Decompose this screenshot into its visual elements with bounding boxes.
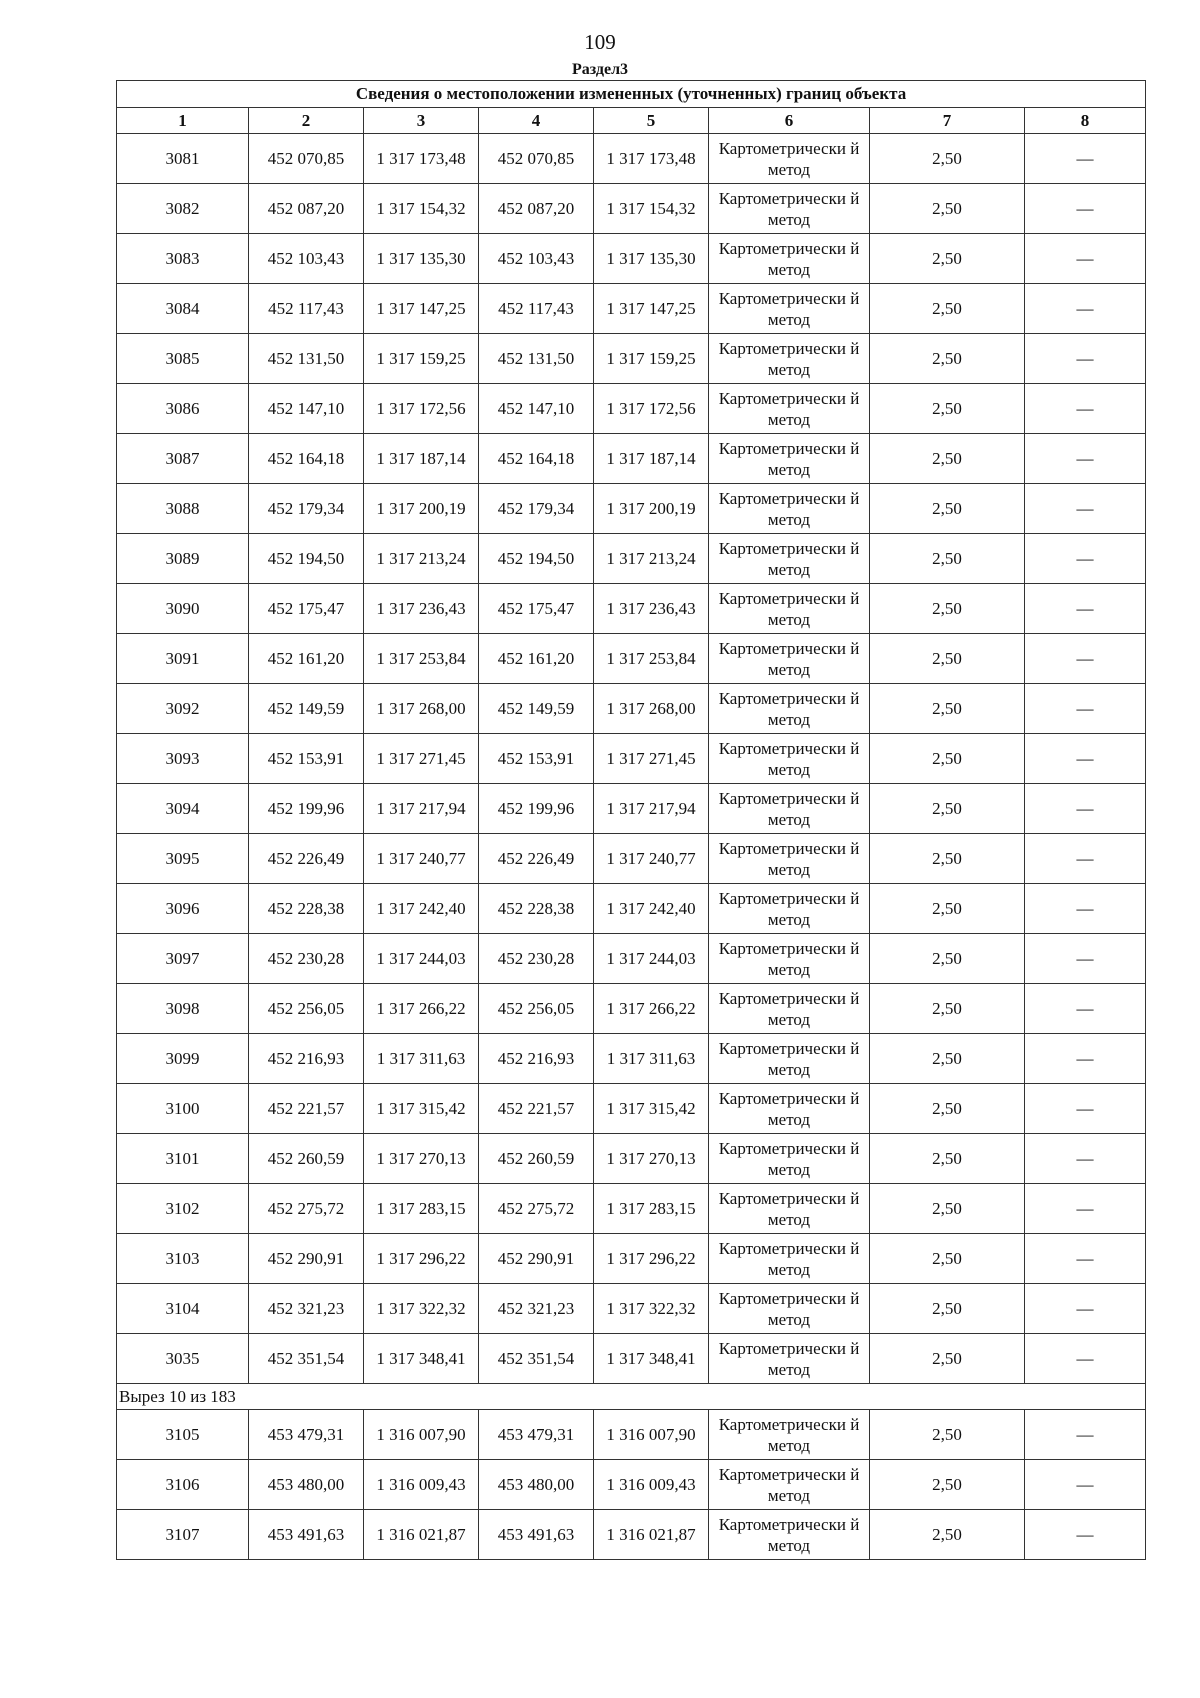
x-existing-cell: 452 179,34 (249, 484, 364, 534)
description-cell: — (1025, 434, 1146, 484)
precision-cell: 2,50 (870, 484, 1025, 534)
method-cell: Картометрически й метод (709, 1510, 870, 1560)
x-existing-cell: 452 131,50 (249, 334, 364, 384)
y-new-cell: 1 317 348,41 (594, 1334, 709, 1384)
point-number-cell: 3095 (117, 834, 249, 884)
x-existing-cell: 452 230,28 (249, 934, 364, 984)
y-new-cell: 1 317 173,48 (594, 134, 709, 184)
precision-cell: 2,50 (870, 1334, 1025, 1384)
x-existing-cell: 452 228,38 (249, 884, 364, 934)
table-row (117, 784, 1146, 834)
y-new-cell: 1 317 311,63 (594, 1034, 709, 1084)
table-row (117, 834, 1146, 884)
x-new-cell: 452 153,91 (479, 734, 594, 784)
description-cell: — (1025, 634, 1146, 684)
table-row (117, 434, 1146, 484)
point-number-cell: 3035 (117, 1334, 249, 1384)
x-new-cell: 452 260,59 (479, 1134, 594, 1184)
table-row (117, 1184, 1146, 1234)
x-existing-cell: 453 480,00 (249, 1460, 364, 1510)
table-row (117, 584, 1146, 634)
x-existing-cell: 452 216,93 (249, 1034, 364, 1084)
y-new-cell: 1 316 007,90 (594, 1410, 709, 1460)
description-cell: — (1025, 1084, 1146, 1134)
x-new-cell: 452 164,18 (479, 434, 594, 484)
precision-cell: 2,50 (870, 1234, 1025, 1284)
x-new-cell: 452 221,57 (479, 1084, 594, 1134)
precision-cell: 2,50 (870, 1460, 1025, 1510)
point-number-cell: 3107 (117, 1510, 249, 1560)
point-number-cell: 3086 (117, 384, 249, 434)
x-new-cell: 452 199,96 (479, 784, 594, 834)
table-body (117, 134, 1146, 1560)
description-cell: — (1025, 834, 1146, 884)
y-new-cell: 1 317 244,03 (594, 934, 709, 984)
precision-cell: 2,50 (870, 634, 1025, 684)
precision-cell: 2,50 (870, 534, 1025, 584)
y-existing-cell: 1 317 236,43 (364, 584, 479, 634)
method-cell: Картометрически й метод (709, 334, 870, 384)
column-number: 4 (479, 108, 594, 134)
x-new-cell: 452 175,47 (479, 584, 594, 634)
x-new-cell: 452 087,20 (479, 184, 594, 234)
y-existing-cell: 1 316 009,43 (364, 1460, 479, 1510)
table-row (117, 1034, 1146, 1084)
x-existing-cell: 452 275,72 (249, 1184, 364, 1234)
table-row (117, 534, 1146, 584)
column-number: 3 (364, 108, 479, 134)
description-cell: — (1025, 534, 1146, 584)
method-cell: Картометрически й метод (709, 1034, 870, 1084)
description-cell: — (1025, 1034, 1146, 1084)
point-number-cell: 3098 (117, 984, 249, 1034)
description-cell: — (1025, 734, 1146, 784)
y-existing-cell: 1 317 187,14 (364, 434, 479, 484)
y-new-cell: 1 317 315,42 (594, 1084, 709, 1134)
x-new-cell: 452 117,43 (479, 284, 594, 334)
description-cell: — (1025, 384, 1146, 434)
x-existing-cell: 452 087,20 (249, 184, 364, 234)
description-cell: — (1025, 1234, 1146, 1284)
y-new-cell: 1 317 322,32 (594, 1284, 709, 1334)
x-new-cell: 452 351,54 (479, 1334, 594, 1384)
description-cell: — (1025, 784, 1146, 834)
y-existing-cell: 1 317 270,13 (364, 1134, 479, 1184)
y-existing-cell: 1 317 253,84 (364, 634, 479, 684)
y-existing-cell: 1 317 154,32 (364, 184, 479, 234)
x-new-cell: 452 321,23 (479, 1284, 594, 1334)
table-row (117, 484, 1146, 534)
point-number-cell: 3094 (117, 784, 249, 834)
x-existing-cell: 452 164,18 (249, 434, 364, 484)
x-existing-cell: 452 290,91 (249, 1234, 364, 1284)
table-row (117, 984, 1146, 1034)
method-cell: Картометрически й метод (709, 234, 870, 284)
precision-cell: 2,50 (870, 884, 1025, 934)
description-cell: — (1025, 284, 1146, 334)
x-existing-cell: 452 321,23 (249, 1284, 364, 1334)
point-number-cell: 3099 (117, 1034, 249, 1084)
point-number-cell: 3091 (117, 634, 249, 684)
method-cell: Картометрически й метод (709, 534, 870, 584)
description-cell: — (1025, 984, 1146, 1034)
column-number: 6 (709, 108, 870, 134)
y-existing-cell: 1 317 296,22 (364, 1234, 479, 1284)
point-number-cell: 3102 (117, 1184, 249, 1234)
y-existing-cell: 1 317 322,32 (364, 1284, 479, 1334)
table-row (117, 1510, 1146, 1560)
table-row (117, 934, 1146, 984)
y-existing-cell: 1 317 271,45 (364, 734, 479, 784)
precision-cell: 2,50 (870, 1510, 1025, 1560)
method-cell: Картометрически й метод (709, 834, 870, 884)
method-cell: Картометрически й метод (709, 734, 870, 784)
y-existing-cell: 1 317 159,25 (364, 334, 479, 384)
y-new-cell: 1 317 240,77 (594, 834, 709, 884)
table-row (117, 1284, 1146, 1334)
x-new-cell: 452 230,28 (479, 934, 594, 984)
point-number-cell: 3106 (117, 1460, 249, 1510)
y-existing-cell: 1 317 173,48 (364, 134, 479, 184)
coordinates-table (116, 80, 1146, 1560)
precision-cell: 2,50 (870, 434, 1025, 484)
method-cell: Картометрически й метод (709, 884, 870, 934)
description-cell: — (1025, 1334, 1146, 1384)
table-row (117, 1134, 1146, 1184)
method-cell: Картометрически й метод (709, 184, 870, 234)
x-new-cell: 452 290,91 (479, 1234, 594, 1284)
x-existing-cell: 452 161,20 (249, 634, 364, 684)
x-existing-cell: 452 256,05 (249, 984, 364, 1034)
point-number-cell: 3085 (117, 334, 249, 384)
precision-cell: 2,50 (870, 234, 1025, 284)
table-row (117, 634, 1146, 684)
x-new-cell: 452 149,59 (479, 684, 594, 734)
y-existing-cell: 1 317 266,22 (364, 984, 479, 1034)
x-existing-cell: 452 226,49 (249, 834, 364, 884)
y-existing-cell: 1 317 240,77 (364, 834, 479, 884)
y-new-cell: 1 317 266,22 (594, 984, 709, 1034)
precision-cell: 2,50 (870, 1410, 1025, 1460)
y-existing-cell: 1 317 147,25 (364, 284, 479, 334)
method-cell: Картометрически й метод (709, 1134, 870, 1184)
y-new-cell: 1 317 268,00 (594, 684, 709, 734)
x-new-cell: 452 216,93 (479, 1034, 594, 1084)
description-cell: — (1025, 934, 1146, 984)
point-number-cell: 3092 (117, 684, 249, 734)
method-cell: Картометрически й метод (709, 284, 870, 334)
method-cell: Картометрически й метод (709, 784, 870, 834)
table-row (117, 1410, 1146, 1460)
description-cell: — (1025, 484, 1146, 534)
precision-cell: 2,50 (870, 1184, 1025, 1234)
y-new-cell: 1 317 242,40 (594, 884, 709, 934)
column-number: 8 (1025, 108, 1146, 134)
point-number-cell: 3101 (117, 1134, 249, 1184)
x-existing-cell: 452 199,96 (249, 784, 364, 834)
method-cell: Картометрически й метод (709, 1460, 870, 1510)
method-cell: Картометрически й метод (709, 584, 870, 634)
table-row (117, 184, 1146, 234)
table-row (117, 1084, 1146, 1134)
x-existing-cell: 452 221,57 (249, 1084, 364, 1134)
table-caption-row (117, 81, 1146, 108)
x-existing-cell: 452 260,59 (249, 1134, 364, 1184)
method-cell: Картометрически й метод (709, 1234, 870, 1284)
table-row (117, 1460, 1146, 1510)
method-cell: Картометрически й метод (709, 1334, 870, 1384)
point-number-cell: 3089 (117, 534, 249, 584)
y-new-cell: 1 316 009,43 (594, 1460, 709, 1510)
x-existing-cell: 453 479,31 (249, 1410, 364, 1460)
precision-cell: 2,50 (870, 1284, 1025, 1334)
y-new-cell: 1 317 213,24 (594, 534, 709, 584)
column-number: 2 (249, 108, 364, 134)
description-cell: — (1025, 334, 1146, 384)
method-cell: Картометрически й метод (709, 1184, 870, 1234)
x-existing-cell: 452 194,50 (249, 534, 364, 584)
y-existing-cell: 1 317 242,40 (364, 884, 479, 934)
method-cell: Картометрически й метод (709, 934, 870, 984)
y-new-cell: 1 317 283,15 (594, 1184, 709, 1234)
x-existing-cell: 452 149,59 (249, 684, 364, 734)
column-number: 7 (870, 108, 1025, 134)
point-number-cell: 3093 (117, 734, 249, 784)
precision-cell: 2,50 (870, 584, 1025, 634)
table-caption: Сведения о местоположении измененных (уточненных) границ объекта (117, 81, 1146, 108)
y-new-cell: 1 316 021,87 (594, 1510, 709, 1560)
method-cell: Картометрически й метод (709, 984, 870, 1034)
description-cell: — (1025, 1134, 1146, 1184)
precision-cell: 2,50 (870, 784, 1025, 834)
point-number-cell: 3104 (117, 1284, 249, 1334)
point-number-cell: 3090 (117, 584, 249, 634)
y-existing-cell: 1 317 244,03 (364, 934, 479, 984)
y-new-cell: 1 317 200,19 (594, 484, 709, 534)
y-existing-cell: 1 317 217,94 (364, 784, 479, 834)
description-cell: — (1025, 1184, 1146, 1234)
description-cell: — (1025, 134, 1146, 184)
table-row (117, 684, 1146, 734)
method-cell: Картометрически й метод (709, 384, 870, 434)
x-new-cell: 452 256,05 (479, 984, 594, 1034)
precision-cell: 2,50 (870, 284, 1025, 334)
table-row (117, 284, 1146, 334)
precision-cell: 2,50 (870, 334, 1025, 384)
precision-cell: 2,50 (870, 1034, 1025, 1084)
y-new-cell: 1 317 147,25 (594, 284, 709, 334)
x-new-cell: 452 161,20 (479, 634, 594, 684)
x-existing-cell: 453 491,63 (249, 1510, 364, 1560)
section-title: Раздел3 (571, 61, 629, 78)
y-existing-cell: 1 316 021,87 (364, 1510, 479, 1560)
table-row (117, 234, 1146, 284)
x-existing-cell: 452 070,85 (249, 134, 364, 184)
x-new-cell: 452 194,50 (479, 534, 594, 584)
x-new-cell: 452 131,50 (479, 334, 594, 384)
contour-label-row (117, 1384, 1146, 1410)
x-new-cell: 453 479,31 (479, 1410, 594, 1460)
point-number-cell: 3087 (117, 434, 249, 484)
table-row (117, 384, 1146, 434)
precision-cell: 2,50 (870, 184, 1025, 234)
description-cell: — (1025, 584, 1146, 634)
method-cell: Картометрически й метод (709, 434, 870, 484)
point-number-cell: 3081 (117, 134, 249, 184)
contour-label: Вырез 10 из 183 (117, 1384, 1146, 1410)
x-existing-cell: 452 103,43 (249, 234, 364, 284)
table-row (117, 734, 1146, 784)
x-new-cell: 452 179,34 (479, 484, 594, 534)
x-existing-cell: 452 117,43 (249, 284, 364, 334)
y-existing-cell: 1 317 213,24 (364, 534, 479, 584)
method-cell: Картометрически й метод (709, 684, 870, 734)
point-number-cell: 3096 (117, 884, 249, 934)
point-number-cell: 3097 (117, 934, 249, 984)
table-row (117, 334, 1146, 384)
method-cell: Картометрически й метод (709, 134, 870, 184)
x-existing-cell: 452 175,47 (249, 584, 364, 634)
x-existing-cell: 452 153,91 (249, 734, 364, 784)
point-number-cell: 3103 (117, 1234, 249, 1284)
precision-cell: 2,50 (870, 384, 1025, 434)
y-existing-cell: 1 317 315,42 (364, 1084, 479, 1134)
point-number-cell: 3083 (117, 234, 249, 284)
y-new-cell: 1 317 172,56 (594, 384, 709, 434)
method-cell: Картометрически й метод (709, 484, 870, 534)
x-new-cell: 452 103,43 (479, 234, 594, 284)
y-new-cell: 1 317 135,30 (594, 234, 709, 284)
description-cell: — (1025, 1284, 1146, 1334)
y-new-cell: 1 317 159,25 (594, 334, 709, 384)
point-number-cell: 3088 (117, 484, 249, 534)
table-row (117, 1234, 1146, 1284)
x-new-cell: 453 491,63 (479, 1510, 594, 1560)
y-existing-cell: 1 316 007,90 (364, 1410, 479, 1460)
table-row (117, 884, 1146, 934)
precision-cell: 2,50 (870, 1084, 1025, 1134)
y-existing-cell: 1 317 268,00 (364, 684, 479, 734)
precision-cell: 2,50 (870, 734, 1025, 784)
description-cell: — (1025, 1410, 1146, 1460)
precision-cell: 2,50 (870, 984, 1025, 1034)
description-cell: — (1025, 1460, 1146, 1510)
x-new-cell: 452 228,38 (479, 884, 594, 934)
y-new-cell: 1 317 253,84 (594, 634, 709, 684)
point-number-cell: 3084 (117, 284, 249, 334)
y-new-cell: 1 317 217,94 (594, 784, 709, 834)
precision-cell: 2,50 (870, 834, 1025, 884)
x-new-cell: 452 147,10 (479, 384, 594, 434)
method-cell: Картометрически й метод (709, 1084, 870, 1134)
x-existing-cell: 452 147,10 (249, 384, 364, 434)
description-cell: — (1025, 1510, 1146, 1560)
y-new-cell: 1 317 187,14 (594, 434, 709, 484)
y-existing-cell: 1 317 311,63 (364, 1034, 479, 1084)
description-cell: — (1025, 884, 1146, 934)
x-new-cell: 452 070,85 (479, 134, 594, 184)
y-existing-cell: 1 317 172,56 (364, 384, 479, 434)
column-number-row (117, 108, 1146, 134)
column-number: 1 (117, 108, 249, 134)
method-cell: Картометрически й метод (709, 1410, 870, 1460)
description-cell: — (1025, 184, 1146, 234)
y-existing-cell: 1 317 135,30 (364, 234, 479, 284)
precision-cell: 2,50 (870, 684, 1025, 734)
x-new-cell: 452 275,72 (479, 1184, 594, 1234)
description-cell: — (1025, 684, 1146, 734)
precision-cell: 2,50 (870, 1134, 1025, 1184)
point-number-cell: 3082 (117, 184, 249, 234)
precision-cell: 2,50 (870, 134, 1025, 184)
x-new-cell: 453 480,00 (479, 1460, 594, 1510)
precision-cell: 2,50 (870, 934, 1025, 984)
y-existing-cell: 1 317 200,19 (364, 484, 479, 534)
method-cell: Картометрически й метод (709, 1284, 870, 1334)
column-number: 5 (594, 108, 709, 134)
y-new-cell: 1 317 154,32 (594, 184, 709, 234)
method-cell: Картометрически й метод (709, 634, 870, 684)
description-cell: — (1025, 234, 1146, 284)
y-existing-cell: 1 317 348,41 (364, 1334, 479, 1384)
y-new-cell: 1 317 271,45 (594, 734, 709, 784)
table-row (117, 134, 1146, 184)
y-new-cell: 1 317 270,13 (594, 1134, 709, 1184)
table-row (117, 1334, 1146, 1384)
y-existing-cell: 1 317 283,15 (364, 1184, 479, 1234)
x-new-cell: 452 226,49 (479, 834, 594, 884)
page-number: 109 (584, 30, 616, 54)
point-number-cell: 3105 (117, 1410, 249, 1460)
y-new-cell: 1 317 236,43 (594, 584, 709, 634)
point-number-cell: 3100 (117, 1084, 249, 1134)
y-new-cell: 1 317 296,22 (594, 1234, 709, 1284)
x-existing-cell: 452 351,54 (249, 1334, 364, 1384)
